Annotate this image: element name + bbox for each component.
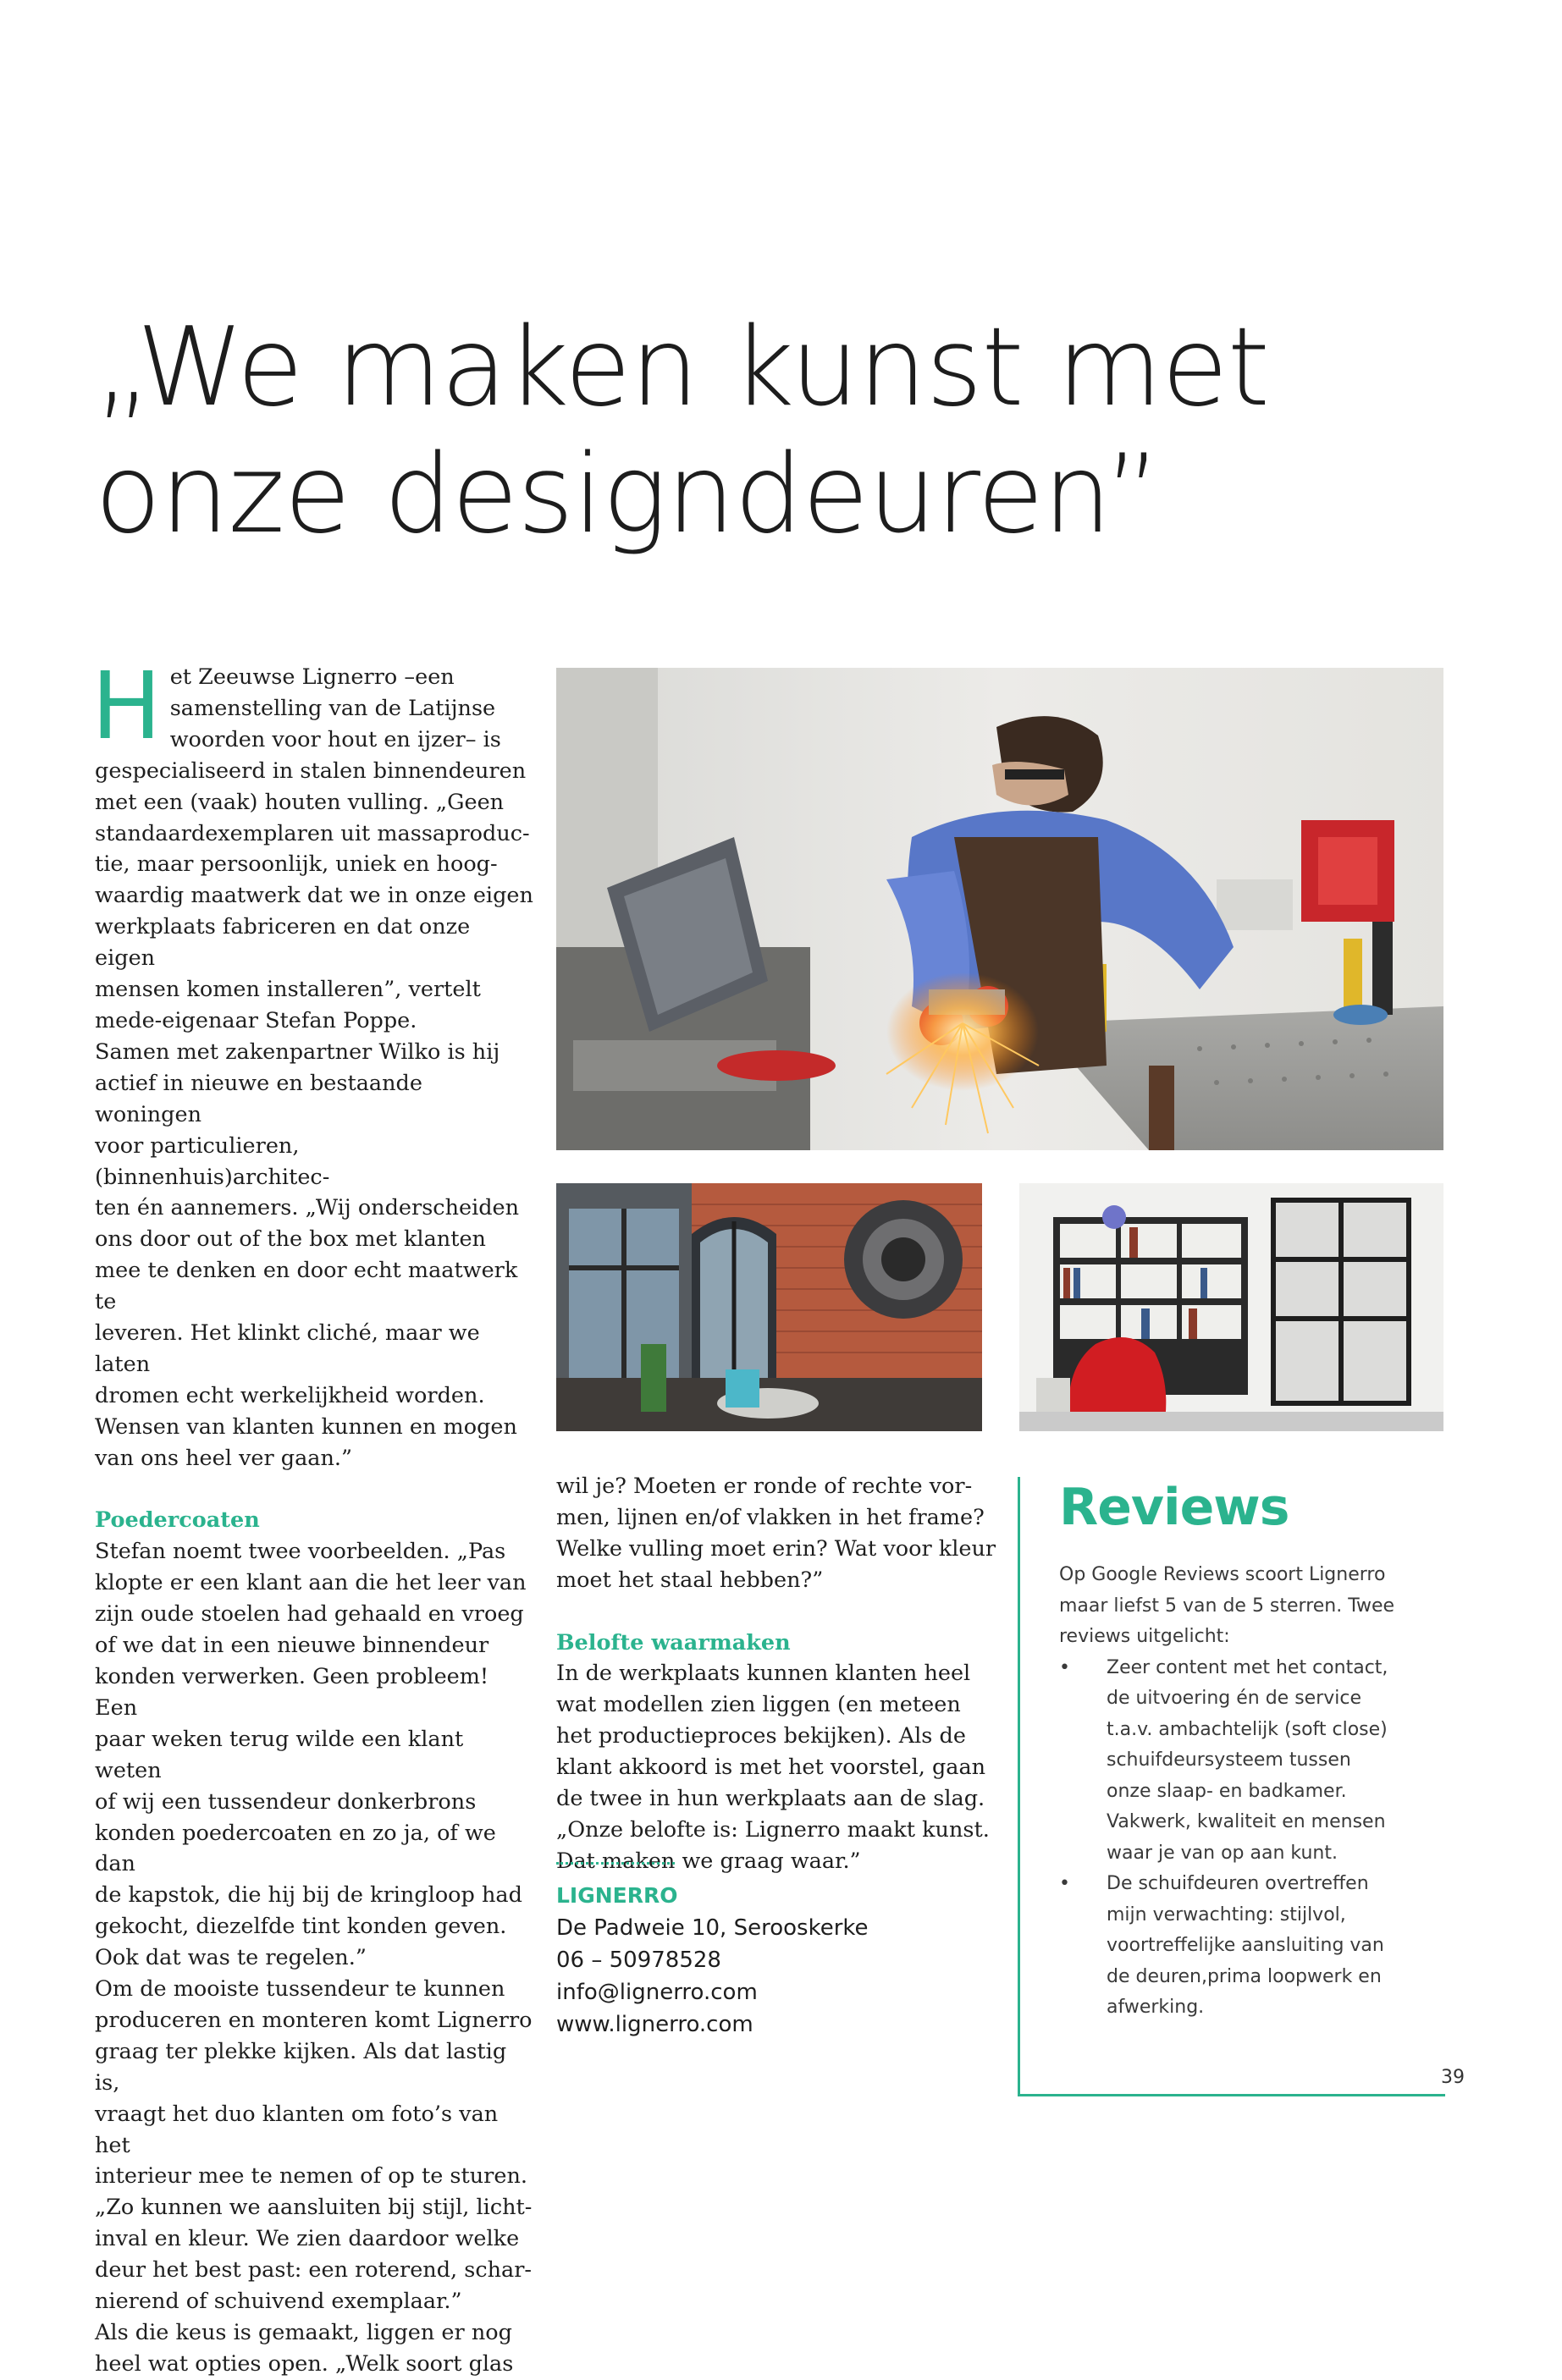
article-column-1 — [91, 652, 535, 2380]
text-line: De schuifdeuren overtreffen — [1107, 1873, 1369, 1894]
text-line: men, lijnen en/of vlakken in het frame? — [556, 1504, 985, 1530]
text-line: t.a.v. ambachtelijk (soft close) — [1107, 1718, 1388, 1740]
text-line: wil je? Moeten er ronde of rechte vor- — [556, 1474, 973, 1499]
text-line: het productieproces bekijken). Als de — [556, 1723, 966, 1749]
text-line: konden poedercoaten en zo ja, of we dan — [95, 1820, 496, 1877]
interior-photo-1-illustration — [556, 1183, 982, 1431]
text-line: woorden voor hout en ijzer– is — [169, 726, 501, 752]
text-line: of we dat in een nieuwe binnendeur — [95, 1633, 489, 1659]
workshop-photo — [556, 668, 1443, 1150]
text-line: mede-eigenaar Stefan Poppe. — [95, 1007, 417, 1033]
text-line: Ook dat was te regelen.” — [95, 1945, 367, 1971]
text-line: van ons heel ver gaan.” — [95, 1445, 353, 1471]
text-line: standaardexemplaren uit massaproduc- — [95, 820, 530, 846]
text-line: Welke vulling moet erin? Wat voor kleur — [556, 1535, 996, 1562]
subheading-belofte-waarmaken: Belofte waarmaken — [556, 1629, 791, 1656]
text-line: Wensen van klanten kunnen en mogen — [95, 1413, 517, 1440]
text-line: vraagt het duo klanten om foto’s van het — [95, 2101, 499, 2158]
text-line: interieur mee te nemen of op te sturen. — [95, 2163, 527, 2190]
subheading-poedercoaten: Poedercoaten — [95, 1507, 260, 1534]
text-line: „Zo kunnen we aansluiten bij stijl, licht- — [95, 2195, 533, 2221]
text-line: maar liefst 5 van de 5 sterren. Twee — [1059, 1595, 1395, 1617]
text-line: moet het staal hebben?” — [556, 1567, 824, 1593]
text-line: tie, maar persoonlijk, uniek en hoog- — [95, 851, 498, 878]
interior-photo-bookcase — [1019, 1183, 1443, 1431]
bullet-icon: • — [1059, 1873, 1070, 1894]
headline-line-2: onze designdeuren” — [95, 432, 1161, 558]
text-line: Stefan noemt twee voorbeelden. „Pas — [95, 1539, 506, 1565]
text-line: heel wat opties open. „Welk soort glas — [95, 2350, 514, 2377]
text-line: waardig maatwerk dat we in onze eigen — [95, 883, 533, 909]
company-address: De Padweie 10, Serooskerke — [556, 1915, 869, 1941]
text-line: konden verwerken. Geen probleem! Een — [95, 1663, 489, 1721]
text-line: paar weken terug wilde een klant weten — [95, 1726, 464, 1783]
belofte-paragraph — [556, 1658, 996, 1876]
company-email[interactable]: info@lignerro.com — [556, 1980, 758, 2005]
text-line: Op Google Reviews scoort Lignerro — [1059, 1564, 1386, 1585]
text-line: of wij een tussendeur donkerbrons — [95, 1788, 477, 1815]
text-line: Als die keus is gemaakt, liggen er nog — [95, 2320, 512, 2346]
review-item — [1059, 1869, 1445, 2024]
text-line: de deuren,prima loopwerk en — [1107, 1965, 1382, 1987]
text-line: In de werkplaats kunnen klanten heel — [556, 1661, 971, 1687]
reviews-intro — [1059, 1560, 1445, 1653]
text-line: afwerking. — [1107, 1997, 1205, 2018]
text-line: de kapstok, die hij bij de kringloop had — [95, 1882, 522, 1909]
text-line: nierend of schuivend exemplaar.” — [95, 2289, 462, 2315]
interior-photo-brick-wall — [556, 1183, 982, 1431]
review-item — [1059, 1653, 1445, 1870]
text-line: de twee in hun werkplaats aan de slag. — [556, 1786, 985, 1812]
text-line: werkplaats fabriceren en dat onze eigen — [95, 914, 471, 972]
text-line: graag ter plekke kijken. Als dat lastig is, — [95, 2038, 507, 2096]
text-line: onze slaap- en badkamer. — [1107, 1780, 1347, 1802]
text-line: gekocht, diezelfde tint konden geven. — [95, 1914, 507, 1940]
text-line: leveren. Het klinkt cliché, maar we laten — [95, 1320, 480, 1377]
text-line: produceren en monteren komt Lignerro — [95, 2007, 533, 2033]
reviews-title: Reviews — [1059, 1478, 1289, 1537]
text-line: mensen komen installeren”, vertelt — [95, 977, 481, 1003]
headline-line-1: „We maken kunst met — [95, 305, 1269, 431]
text-line: voortreffelijke aansluiting van — [1107, 1935, 1384, 1956]
reviews-list — [1059, 1653, 1445, 2024]
company-phone: 06 – 50978528 — [556, 1948, 721, 1973]
company-name: LIGNERRO — [556, 1883, 678, 1908]
reviews-box — [1018, 1477, 1445, 2096]
text-line: de uitvoering én de service — [1107, 1688, 1362, 1709]
drop-cap: H — [91, 652, 162, 760]
text-line: schuifdeursysteem tussen — [1107, 1749, 1351, 1771]
text-line: reviews uitgelicht: — [1059, 1626, 1230, 1647]
column-2-paragraph — [556, 1471, 996, 1596]
text-line: klopte er een klant aan die het leer van — [95, 1570, 527, 1596]
text-line: et Zeeuwse Lignerro –een — [169, 664, 455, 690]
text-line: wat modellen zien liggen (en meteen — [556, 1692, 961, 1718]
text-line: Samen met zakenpartner Wilko is hij — [95, 1038, 500, 1065]
text-line: Dat maken we graag waar.” — [556, 1848, 861, 1874]
text-line: Om de mooiste tussendeur te kunnen — [95, 1976, 505, 2003]
text-line: deur het best past: een roterend, schar- — [95, 2257, 533, 2284]
text-line: Zeer content met het contact, — [1107, 1656, 1388, 1678]
text-line: met een (vaak) houten vulling. „Geen — [95, 789, 505, 815]
article-column-2 — [556, 1471, 996, 1877]
text-line: voor particulieren, (binnenhuis)architec- — [95, 1132, 330, 1190]
text-line: waar je van op aan kunt. — [1107, 1842, 1338, 1864]
text-line: mee te denken en door echt maatwerk te — [95, 1258, 518, 1315]
workshop-photo-illustration — [556, 668, 1443, 1150]
intro-paragraph — [95, 662, 535, 1474]
interior-photo-2-illustration — [1019, 1183, 1443, 1431]
text-line: inval en kleur. We zien daardoor welke — [95, 2226, 520, 2252]
text-line: zijn oude stoelen had gehaald en vroeg — [95, 1601, 524, 1628]
text-line: gespecialiseerd in stalen binnendeuren — [95, 758, 527, 784]
text-line: Vakwerk, kwaliteit en mensen — [1107, 1811, 1386, 1832]
text-line: „Onze belofte is: Lignerro maakt kunst. — [556, 1816, 990, 1843]
headline — [95, 305, 1466, 559]
page-number: 39 — [1441, 2067, 1465, 2088]
text-line: dromen echt werkelijkheid worden. — [95, 1382, 485, 1408]
text-line: ten én aannemers. „Wij onderscheiden — [95, 1195, 520, 1221]
poedercoaten-paragraph — [95, 1536, 535, 2379]
text-line: klant akkoord is met het voorstel, gaan — [556, 1755, 986, 1781]
contact-block — [556, 1862, 996, 2041]
dotted-divider — [556, 1862, 675, 1865]
text-line: actief in nieuwe en bestaande woningen — [95, 1070, 422, 1127]
bullet-icon: • — [1059, 1656, 1070, 1678]
text-line: mijn verwachting: stijlvol, — [1107, 1903, 1346, 1925]
text-line: samenstelling van de Latijnse — [169, 695, 496, 721]
text-line: ons door out of the box met klanten — [95, 1226, 486, 1253]
company-website[interactable]: www.lignerro.com — [556, 2012, 753, 2037]
